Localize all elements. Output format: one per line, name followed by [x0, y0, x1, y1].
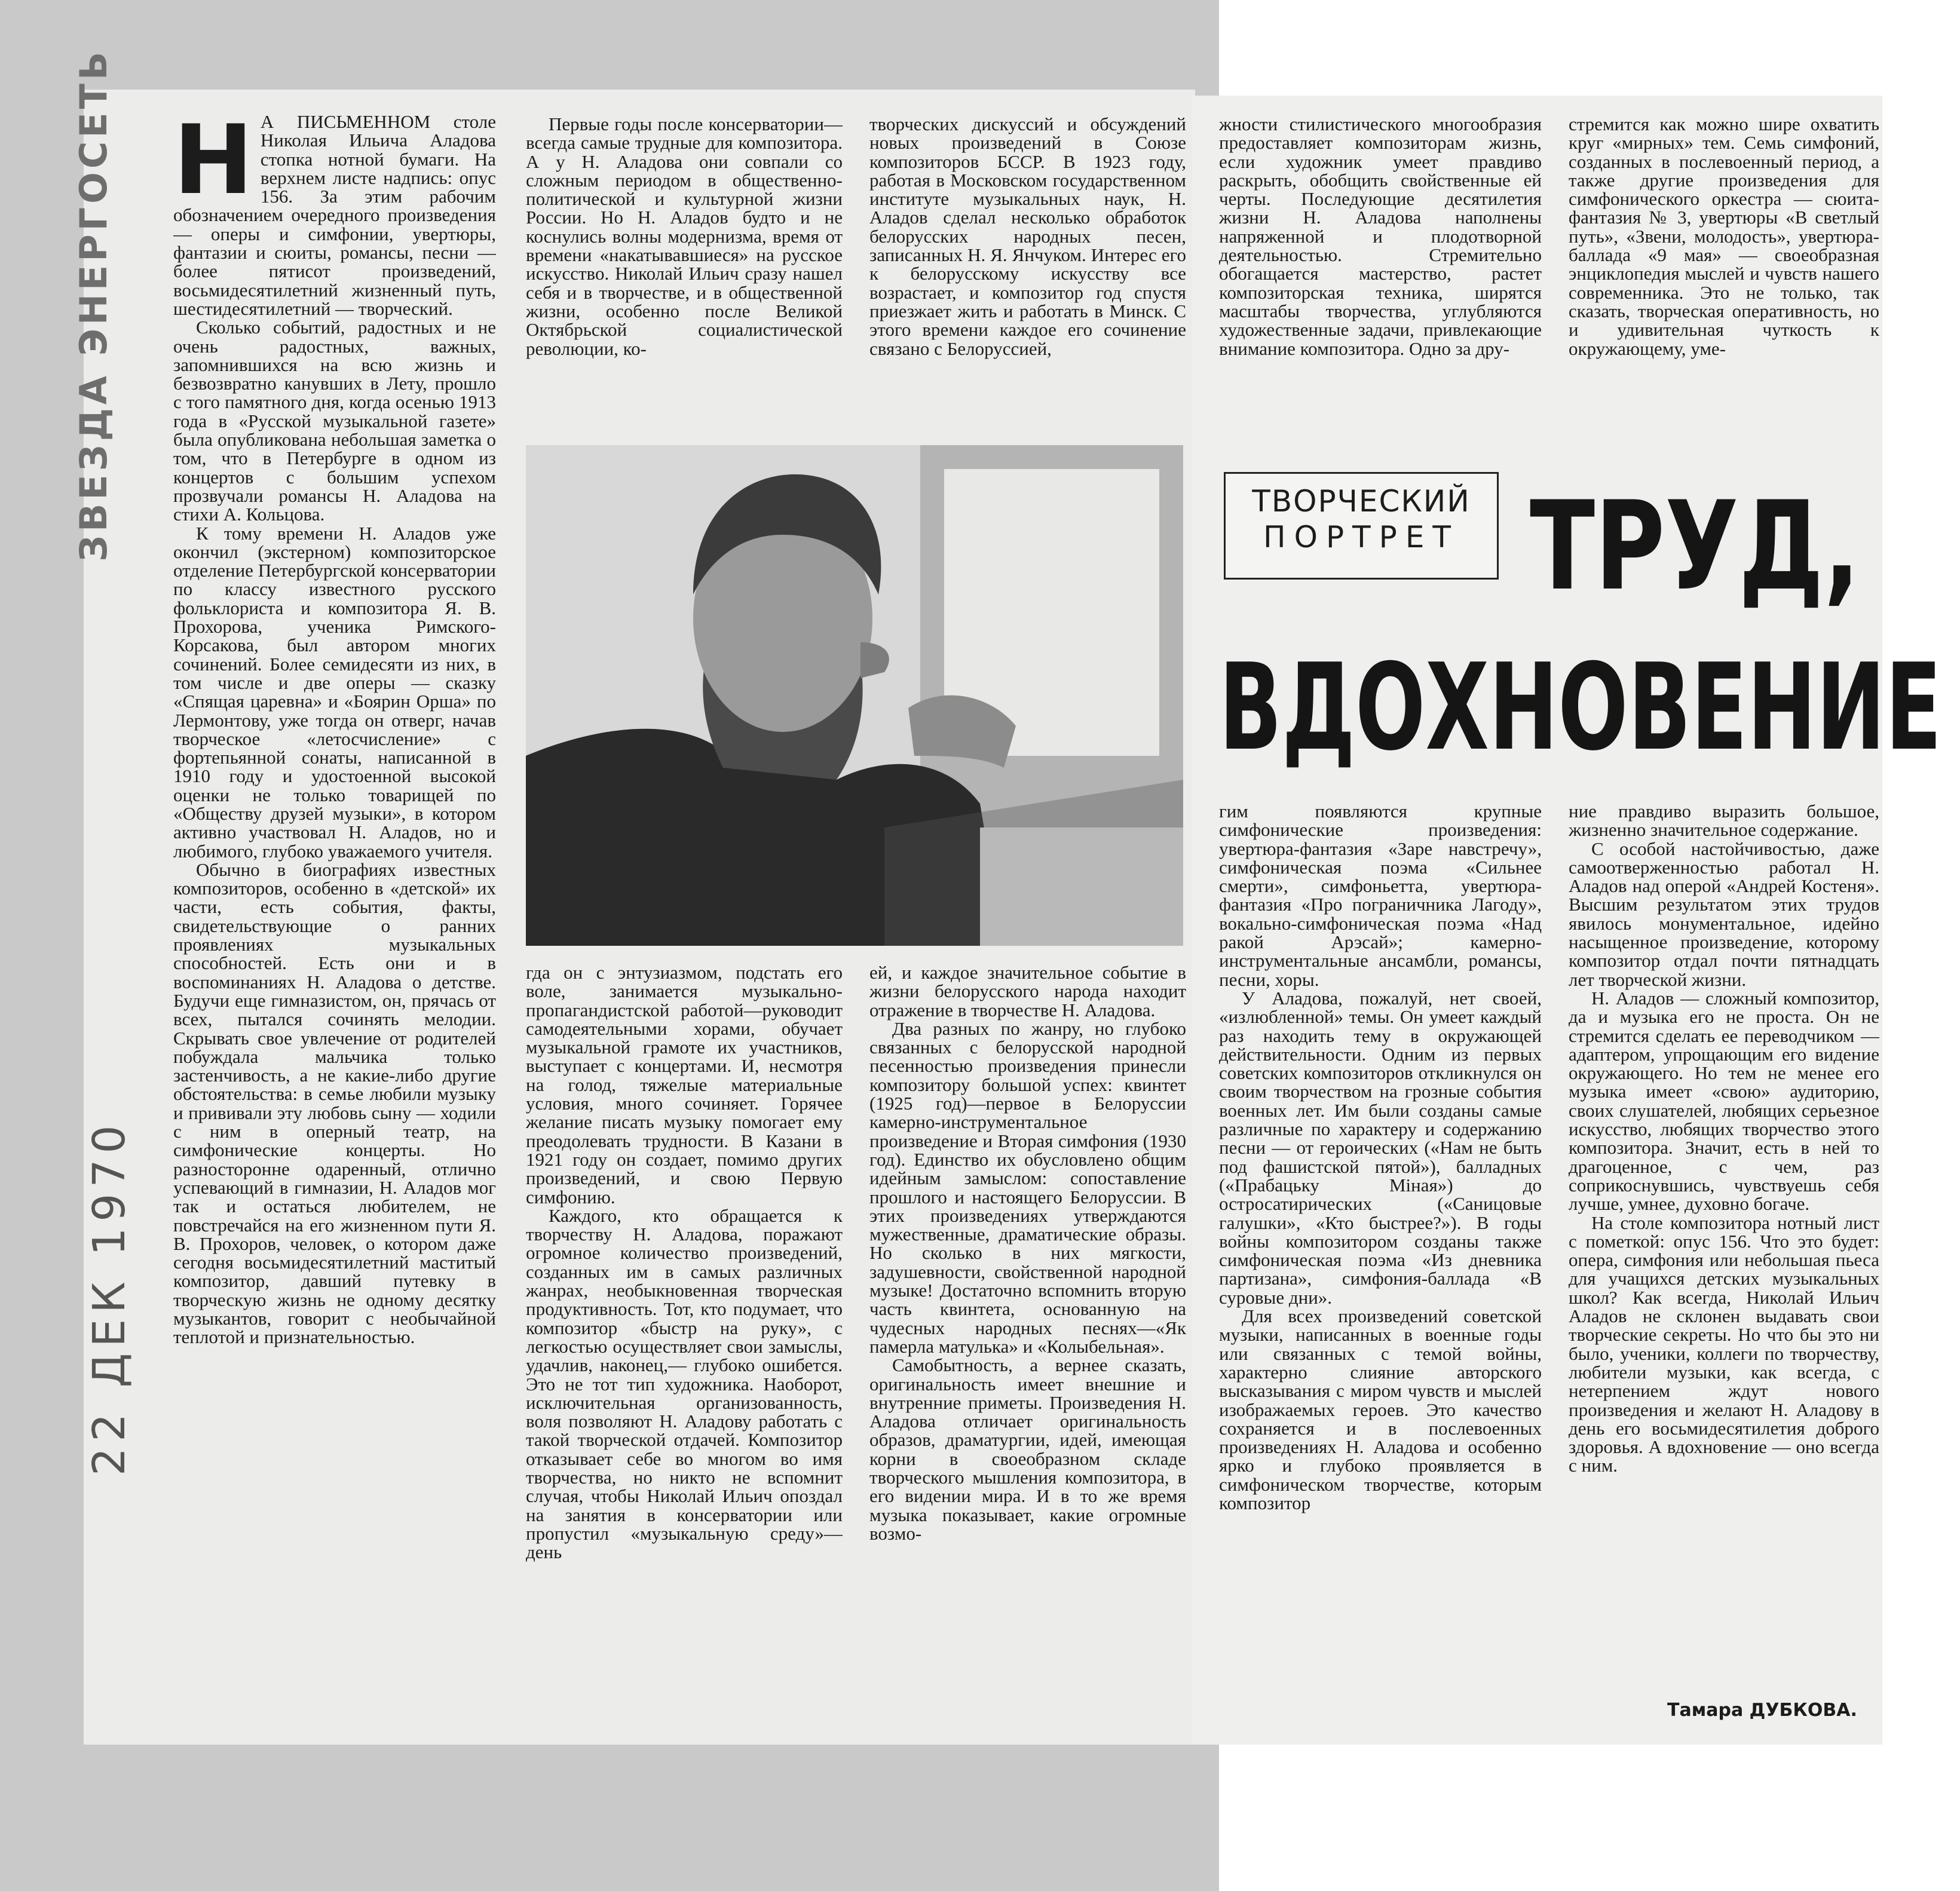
author-signature: Тамара ДУБКОВА.	[1667, 1700, 1857, 1721]
article-column-2-bottom	[526, 963, 843, 1740]
article-column-1	[173, 112, 496, 1737]
paragraph: Два разных по жанру, но глубоко связанных с белорусской народной песенностью произведения принесли композитору большой успех: квинтет (1925 год)—первое в Белоруссии камерно-инструментальное произведение и Вторая симфония (1930 год). Единство их обусловлено общим идейным замыслом: сопоставление прошлого и настоящего Белоруссии. В этих произведениях утверждаются мужественные, драматические образы. Но сколько в них мягкости, задушевности, свойственной народной музыке! Достаточно вспомнить вторую часть квинтета, основанную на чудесных народных песнях—«Як памерла матулька» и «Колыбельная».	[869, 1017, 1186, 1357]
article-column-5-top	[1569, 115, 1879, 437]
paragraph: Каждого, кто обращается к творчеству Н. Аладова, поражают огромное количество произведений, созданных им в самых различных жанрах, необыкновенная творческая продуктивность. Тот, кто подумает, что композитор «быстр на руку», с легкостью осуществляет свои замыслы, удачлив, наконец,— глубоко ошибется. Это не тот тип художника. Наоборот, исключительная организованность, воля позволяют Н. Аладову работать с такой творческой отдачей. Композитор отказывает себе во многом во имя творчества, но никто не вспомнит случая, чтобы Николай Ильич опоздал на занятия в консерватории или пропустил «музыкальную среду»— день	[526, 1205, 843, 1563]
rubric-box	[1224, 472, 1499, 580]
portrait-photo	[526, 445, 1183, 946]
paragraph: творческих дискуссий и обсуждений новых произведений в Союзе композиторов БССР. В 1923 году, работая в Московском государственном институте музыкальных наук, Н. Аладов сделал несколько обработок белорусских народных песен, записанных Н. Я. Янчуком. Интерес его к белорусскому искусству все возрастает, и композитор год спустя приезжает жить и работать в Минск. С этого времени каждое его сочинение связано с Белоруссией,	[869, 115, 1186, 359]
article-column-4-bottom	[1219, 802, 1542, 1740]
paragraph: К тому времени Н. Аладов уже окончил (экстерном) композиторское отделение Петербургской консерватории по классу известного русского фольклориста и композитора Я. В. Прохорова, ученика Римского-Корсакова, был автором многих сочинений. Более семидесяти из них, в том числе и две оперы — сказку «Спящая царевна» и «Боярин Орша» по Лермонтову, уже тогда он отверг, начав творческое «летосчисление» с фортепьянной сонаты, написанной в 1910 году и удостоенной высокой оценки не только товарищей по «Обществу друзей музыки», в котором активно участвовал Н. Аладов, но и любимого, глубоко уважаемого учителя.	[173, 522, 496, 862]
article-column-3-bottom	[869, 963, 1186, 1740]
article-column-2-top	[526, 115, 843, 437]
date-stamp: 22 ДЕК 1970	[84, 1119, 135, 1476]
rubric-line-1: ТВОРЧЕСКИЙ	[1252, 484, 1471, 519]
article-column-4-top	[1219, 115, 1542, 437]
paragraph: Самобытность, а вернее сказать, оригинальность имеет внешние и внутренние приметы. Произведения Н. Аладова отличает оригинальность образов, драматургии, идей, имеющая корни в своеобразном складе творческого мышления композитора, в его видении мира. И в то же время музыка показывает, какие огромные возмо-	[869, 1354, 1186, 1544]
rubric-line-2: ПОРТРЕТ	[1263, 520, 1459, 554]
paragraph: На столе композитора нотный лист с пометкой: опус 156. Что это будет: опера, симфония или небольшая пьеса для учащихся детских музыкальных школ? Как всегда, Николай Ильич Аладов не склонен выдавать свои творческие секреты. Но что бы это ни было, ученики, коллеги по творчеству, любители музыки, как всегда, с нетерпением ждут нового произведения и желают Н. Аладову в день его восьмидесятилетия доброго здоровья. А вдохновение — оно всегда с ним.	[1569, 1212, 1879, 1476]
paragraph: гда он с энтузиазмом, подстать его воле, занимается музыкально-пропагандистской работой—руководит самодеятельными хорами, обучает музыкальной грамоте их участников, выступает с концертами. И, несмотря на голод, тяжелые материальные условия, много сочиняет. Горячее желание писать музыку помогает ему преодолевать трудности. В Казани в 1921 году он создает, помимо других произведений, и свою Первую симфонию.	[526, 963, 843, 1207]
article-column-3-top	[869, 115, 1186, 437]
drop-cap: Н	[173, 112, 253, 216]
paragraph: Н. Аладов — сложный композитор, да и музыка его не проста. Он не стремится сделать ее переводчиком — адаптером, упрощающим его видение окружающего. Но тем не менее его музыка имеет «свою» аудиторию, своих слушателей, любящих серьезное искусство, любящих творчество этого композитора. Значит, есть в ней то драгоценное, с чем, раз соприкоснувшись, чувствуешь себя лучше, умнее, духовно богаче.	[1569, 987, 1879, 1215]
paragraph: Для всех произведений советской музыки, написанных в военные годы или связанных с темой войны, характерно слияние авторского высказывания с миром чувств и мыслей изображаемых героев. Это качество сохраняется и в послевоенных произведениях Н. Аладова и особенно ярко и глубоко проявляется в симфоническом творчестве, которым композитор	[1219, 1305, 1542, 1513]
portrait-illustration	[526, 445, 1183, 946]
paragraph: Обычно в биографиях известных композиторов, особенно в «детской» их части, есть события, факты, свидетельствующие о ранних проявлениях музыкальных способностей. Есть они и в воспоминаниях Н. Аладова о детстве. Будучи еще гимназистом, он, прячась от всех, пытался сочинять мелодии. Скрывать свое увлечение от родителей побуждала мальчика только застенчивость, а не какие-либо другие обстоятельства: в семье любили музыку и прививали эту любовь сыну — ходили с ним в оперный театр, на симфонические концерты. Но разносторонне одаренный, отлично успевающий в гимназии, Н. Аладов мог так и остаться любителем, не повстречайся на его жизненном пути Я. В. Прохоров, человек, о котором даже сегодня восьмидесятилетний маститый композитор, давший путевку в творческую жизнь не одному десятку музыкантов, говорит с необычайной теплотой и признательностью.	[173, 859, 496, 1348]
paragraph: ей, и каждое значительное событие в жизни белорусского народа находит отражение в творчестве Н. Аладова.	[869, 963, 1186, 1020]
paragraph: Первые годы после консерватории—всегда самые трудные для композитора. А у Н. Аладова они совпали со сложным периодом в общественно-политической и культурной жизни России. Но Н. Аладов будто и не коснулись волны модернизма, время от времени «накатывавшиеся» на русское искусство. Николай Ильич сразу нашел себя и в творчестве, и в общественной жизни, особенно после Великой Октябрьской социалистической революции, ко-	[526, 115, 843, 359]
headline-line-2: ВДОХНОВЕНИЕ	[1219, 638, 1942, 777]
paragraph: Сколько событий, радостных и не очень радостных, важных, запомнившихся на всю жизнь и безвозвратно канувших в Лету, прошло с того памятного дня, когда осенью 1913 года в «Русской музыкальной газете» была опубликована небольшая заметка о том, что в Петербурге в одном из концертов с большим успехом прозвучали романсы Н. Аладова на стихи А. Кольцова.	[173, 317, 496, 525]
paragraph: стремится как можно шире охватить круг «мирных» тем. Семь симфоний, созданных в послевоенный период, а также другие произведения для симфонического оркестра — сюита-фантазия № 3, увертюры «В светлый путь», «Звени, молодость», увертюра-баллада «9 мая» — своеобразная энциклопедия мыслей и чувств нашего современника. Это не только, так сказать, творческая оперативность, но и удивительная чуткость к окружающему, уме-	[1569, 115, 1879, 359]
paragraph: А ПИСЬМЕННОМ столе Николая Ильича Аладова стопка нотной бумаги. На верхнем листе надпись: опус 156. За этим рабочим обозначением очередного произведения — оперы и симфонии, увертюры, фантазии и сюиты, романсы, песни — более пятисот произведений, восьмидесятилетний жизненный путь, шестидесятилетний — творческий.	[173, 112, 496, 319]
paragraph: У Аладова, пожалуй, нет своей, «излюбленной» темы. Он умеет каждый раз находить тему в окружающей действительности. Одним из первых советских композиторов откликнулся он своим творчеством на грозные события военных лет. Им были созданы самые различные по характеру и содержанию песни — от героических («Нам не быть под фашистской пятой»), балладных («Прабацьку Мiная») до остросатирических («Саницовые галушки», «Кто быстрее?»). В годы войны композитором созданы также симфоническая поэма «Из дневника партизана», симфония-баллада «В суровые дни».	[1219, 987, 1542, 1308]
headline-line-1: ТРУД,	[1530, 476, 1860, 618]
paragraph: жности стилистического многообразия предоставляет композиторам жизнь, если художник умеет правдиво раскрыть, обобщить свойственные ей черты. Последующие десятилетия жизни Н. Аладова наполнены напряженной и плодотворной деятельностью. Стремительно обогащается мастерство, растет композиторская техника, ширятся масштабы творчества, углубляются художественные задачи, привлекающие внимание композитора. Одно за дру-	[1219, 115, 1542, 359]
paragraph: гим появляются крупные симфонические произведения: увертюра-фантазия «Заре навстречу», симфоническая поэма «Сильнее смерти», симфоньетта, увертюра-фантазия «Про пограничника Лагоду», вокально-симфоническая поэма «Над ракой Арэсай»; камерно-инструментальные ансамбли, романсы, песни, хоры.	[1219, 802, 1542, 990]
paragraph: С особой настойчивостью, даже самоотверженностью работал Н. Аладов над оперой «Андрей Костеня». Высшим результатом этих трудов явилось монументальное, идейно насыщенное произведение, которому композитор отдал почти пятнадцать лет творческой жизни.	[1569, 838, 1879, 990]
source-stamp: ЗВЕЗДА ЭНЕРГОСЕТЬ	[72, 48, 115, 562]
paragraph: ние правдиво выразить большое, жизненно значительное содержание.	[1569, 802, 1879, 841]
article-column-5-bottom	[1569, 802, 1879, 1692]
